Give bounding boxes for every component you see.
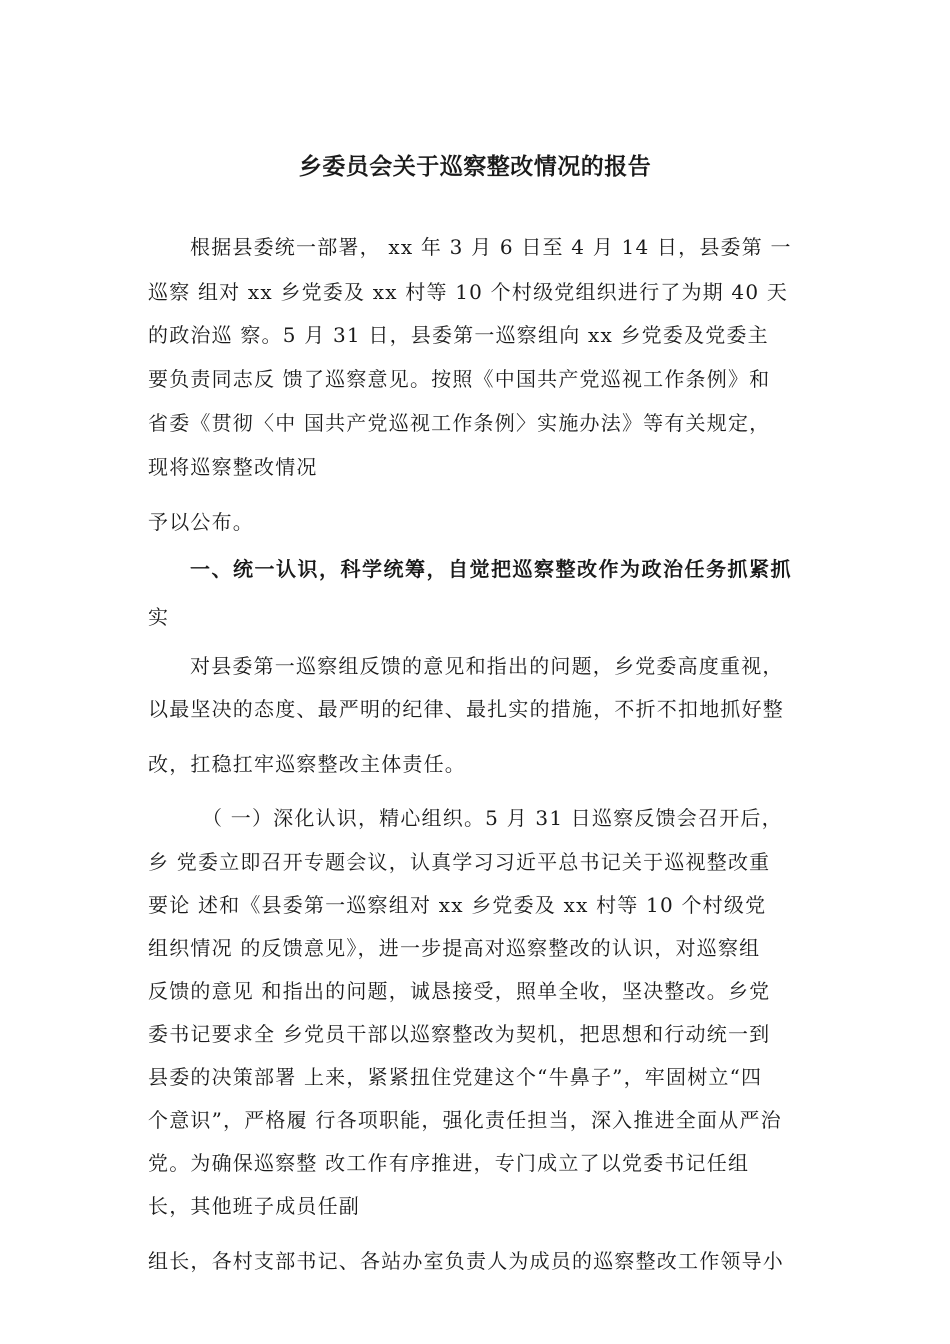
section-heading: 一、统一认识，科学统筹，自觉把巡察整改作为政治任务抓紧抓 [190, 557, 792, 581]
paragraph-line: 反馈的意见 和指出的问题，诚恳接受，照单全收，坚决整改。乡党 [148, 979, 771, 1003]
paragraph-line: 改，扛稳扛牢巡察整改主体责任。 [148, 752, 466, 776]
paragraph-line: 要负责同志反 馈了巡察意见。按照《中国共产党巡视工作条例》和 [148, 367, 771, 391]
paragraph-line: 以最坚决的态度、最严明的纪律、最扎实的措施，不折不扣地抓好整 [148, 697, 784, 721]
paragraph-line: 根据县委统一部署， xx 年 3 月 6 日至 4 月 14 日，县委第 一 [190, 235, 792, 259]
paragraph-line: （ 一）深化认识，精心组织。5 月 31 日巡察反馈会召开后， [202, 806, 783, 830]
paragraph-line: 要论 述和《县委第一巡察组对 xx 乡党委及 xx 村等 10 个村级党 [148, 893, 767, 917]
paragraph-line: 省委《贯彻〈中 国共产党巡视工作条例〉实施办法》等有关规定， [148, 411, 771, 435]
paragraph-line: 县委的决策部署 上来，紧紧扭住党建这个“牛鼻子”，牢固树立“四 [148, 1065, 763, 1089]
paragraph-line: 予以公布。 [148, 510, 254, 534]
document-title: 乡委员会关于巡察整改情况的报告 [298, 154, 652, 180]
paragraph-line: 委书记要求全 乡党员干部以巡察整改为契机，把思想和行动统一到 [148, 1022, 771, 1046]
paragraph-line: 乡 党委立即召开专题会议，认真学习习近平总书记关于巡视整改重 [148, 850, 771, 874]
paragraph-line: 组长，各村支部书记、各站办室负责人为成员的巡察整改工作领导小 [148, 1249, 784, 1273]
paragraph-line: 长，其他班子成员任副 [148, 1194, 360, 1218]
section-heading-continuation: 实 [148, 605, 170, 629]
paragraph-line: 现将巡察整改情况 [148, 455, 318, 479]
paragraph-line: 党。为确保巡察整 改工作有序推进，专门成立了以党委书记任组 [148, 1151, 750, 1175]
paragraph-line: 个意识”，严格履 行各项职能，强化责任担当，深入推进全面从严治 [148, 1108, 782, 1132]
paragraph-line: 对县委第一巡察组反馈的意见和指出的问题，乡党委高度重视， [190, 654, 784, 678]
paragraph-line: 组织情况 的反馈意见》，进一步提高对巡察整改的认识，对巡察组 [148, 936, 761, 960]
paragraph-line: 的政治巡 察。5 月 31 日，县委第一巡察组向 xx 乡党委及党委主 [148, 323, 769, 347]
paragraph-line: 巡察 组对 xx 乡党委及 xx 村等 10 个村级党组织进行了为期 40 天 [148, 280, 789, 304]
